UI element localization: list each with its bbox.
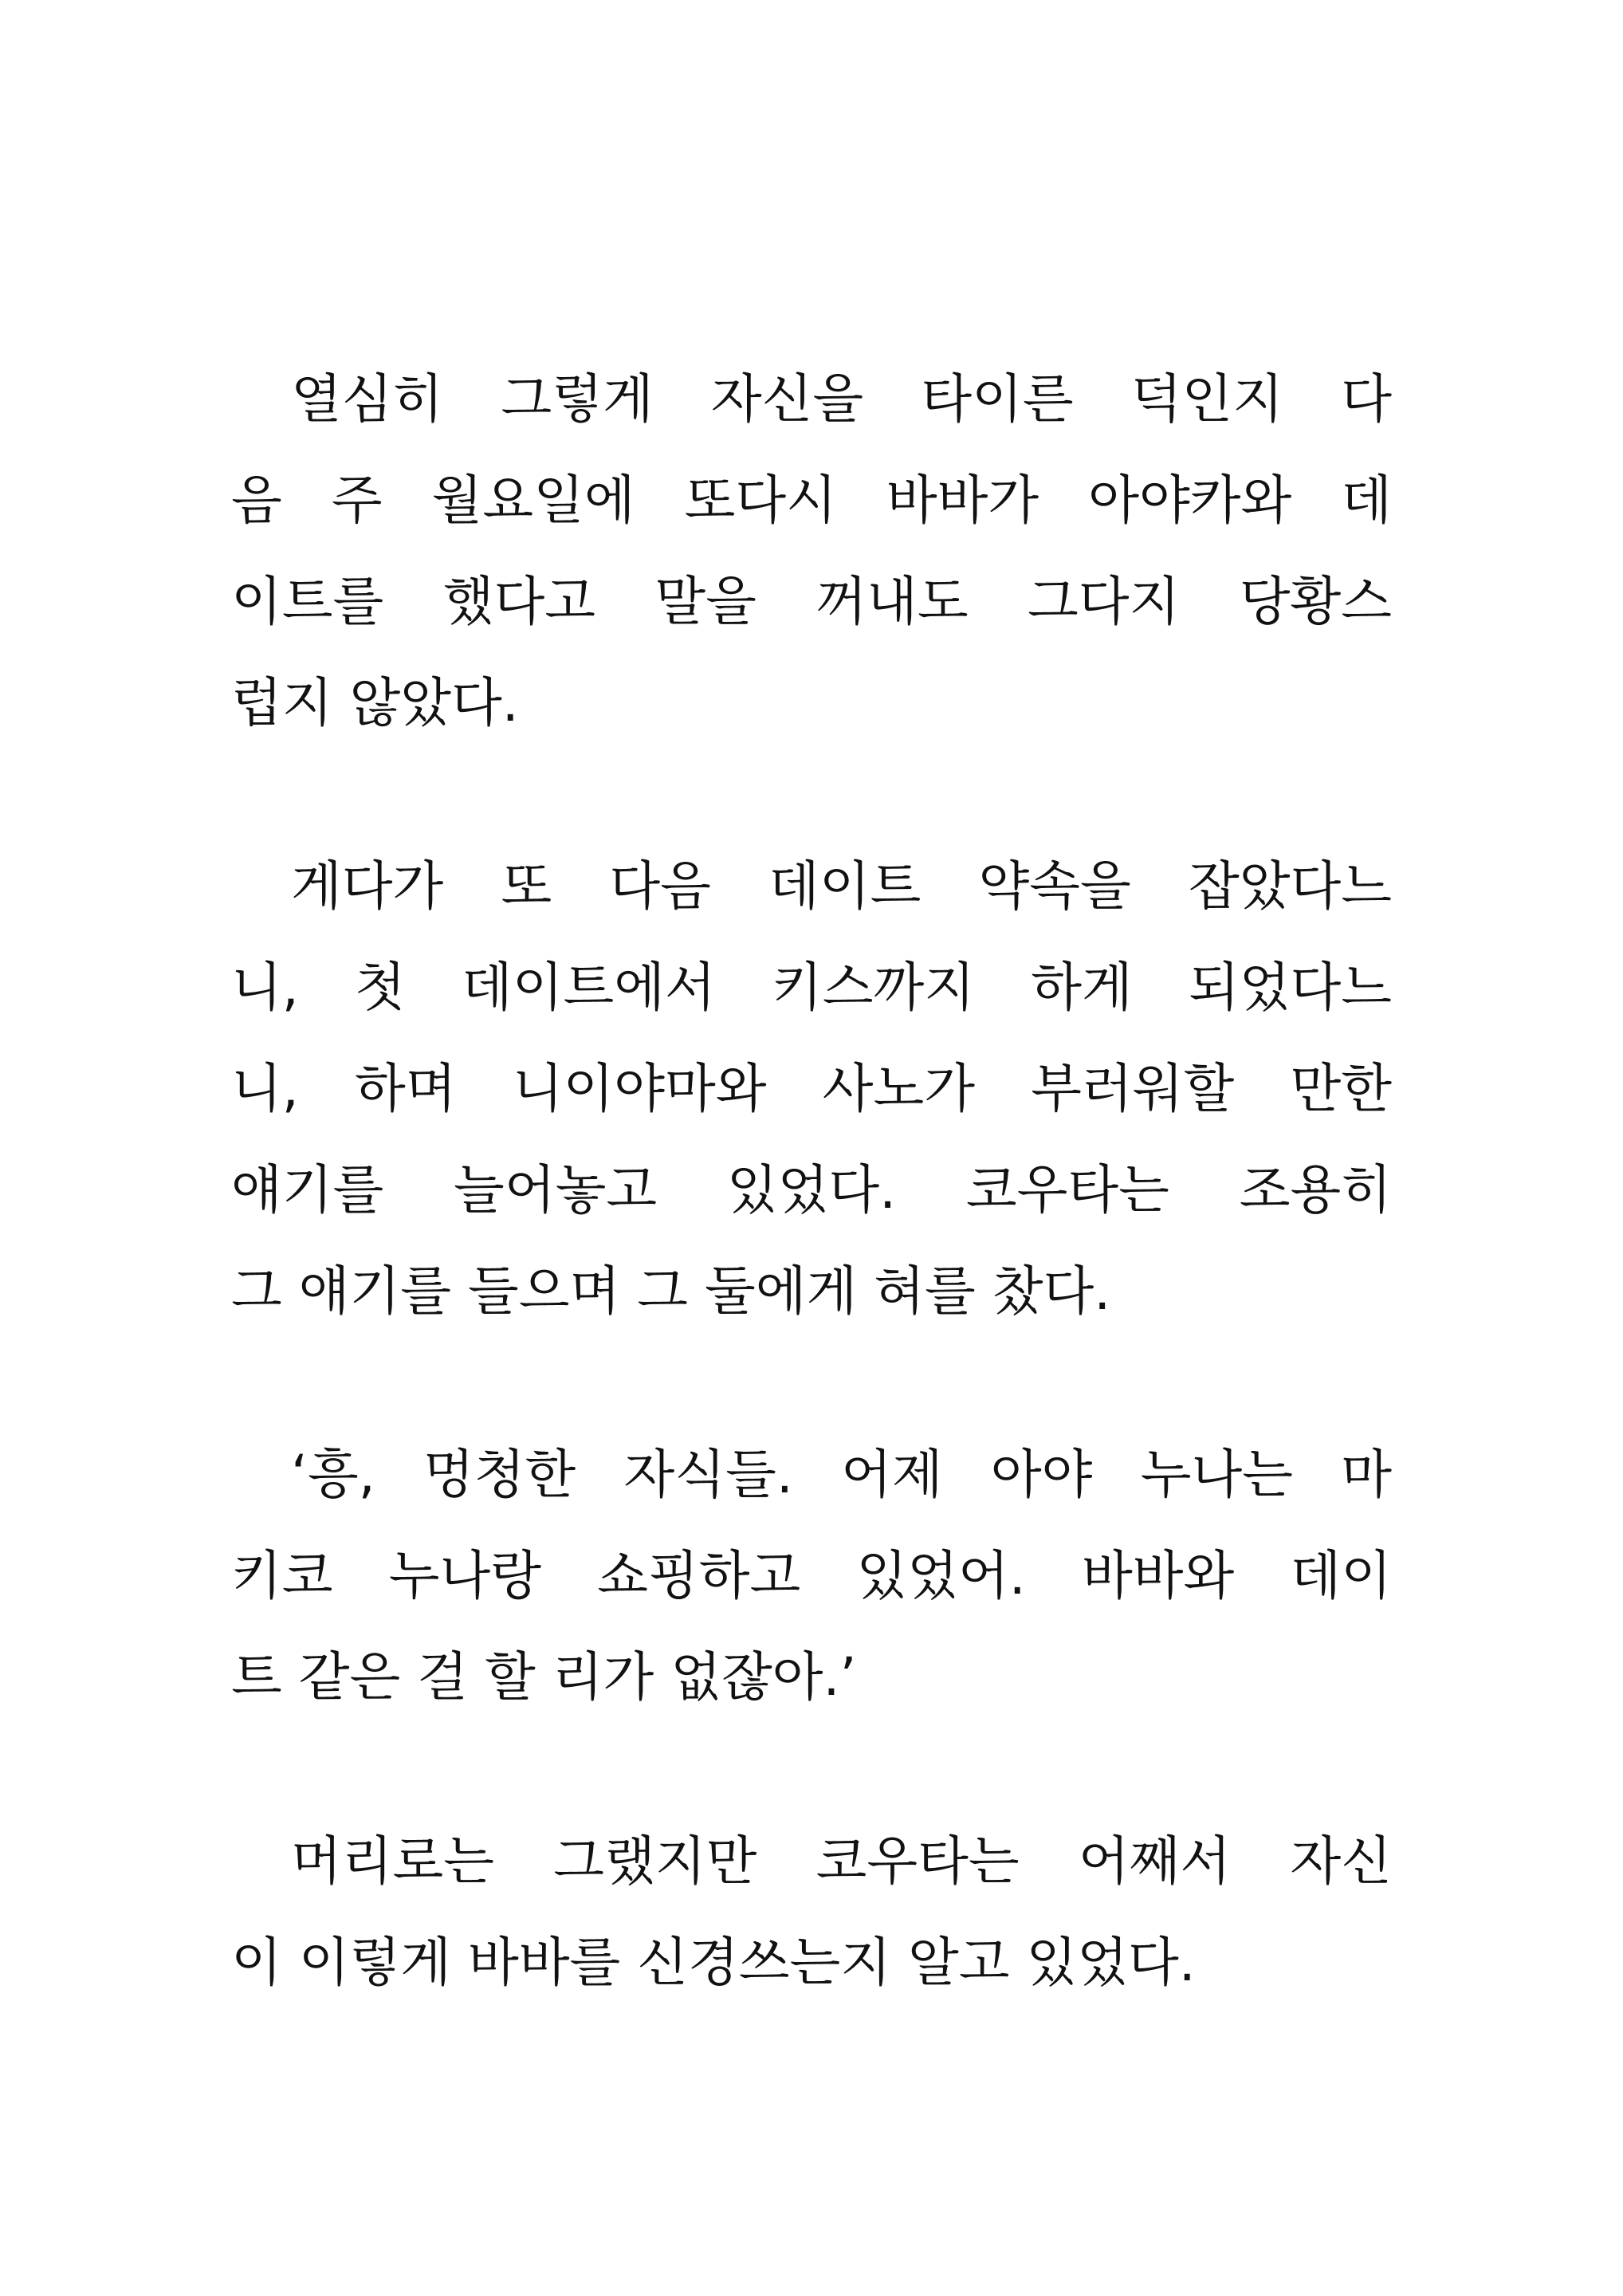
paragraph-4-line-1: 머리로는 그랬지만 코우타는 어째서 자신 (291, 1830, 1392, 1892)
paragraph-1-line-4: 럽지 않았다. (231, 672, 519, 733)
paragraph-2-line-2: 니, 첫 데이트에서 키스까지 하게 되었다느 (231, 957, 1392, 1018)
paragraph-3-line-2: 키코 누나랑 쇼핑하고 있었어. 바바와 데이 (231, 1545, 1392, 1606)
paragraph-3-line-3: 트 같은 걸 할 리가 없잖아.’ (231, 1646, 857, 1708)
paragraph-3-line-1: ‘흥, 멍청한 자식들. 어제 아야 누나는 마 (291, 1444, 1392, 1505)
paragraph-4-line-2: 이 이렇게 바바를 신경쓰는지 알고 있었다. (231, 1932, 1196, 1993)
paragraph-2-line-3: 니, 하며 니이야마와 사노가 부러워할 만한 (231, 1058, 1392, 1119)
paragraph-2-line-5: 그 얘기를 들으며 그 둘에게 혀를 찼다. (231, 1260, 1111, 1322)
paragraph-2-line-1: 게다가 또 다음 데이트 약속을 잡았다느 (291, 855, 1392, 917)
paragraph-2-line-4: 얘기를 늘어놓고 있었다. 코우타는 조용히 (231, 1159, 1392, 1221)
paragraph-1-line-3: 이트를 했다고 말을 꺼내도 그다지 당황스 (231, 571, 1392, 632)
paragraph-1-line-1: 열심히 그렇게 자신을 타이른 덕인지 다 (291, 368, 1392, 430)
paragraph-1-line-2: 음 주 월요일에 또다시 바바가 아야카와 데 (231, 470, 1392, 531)
